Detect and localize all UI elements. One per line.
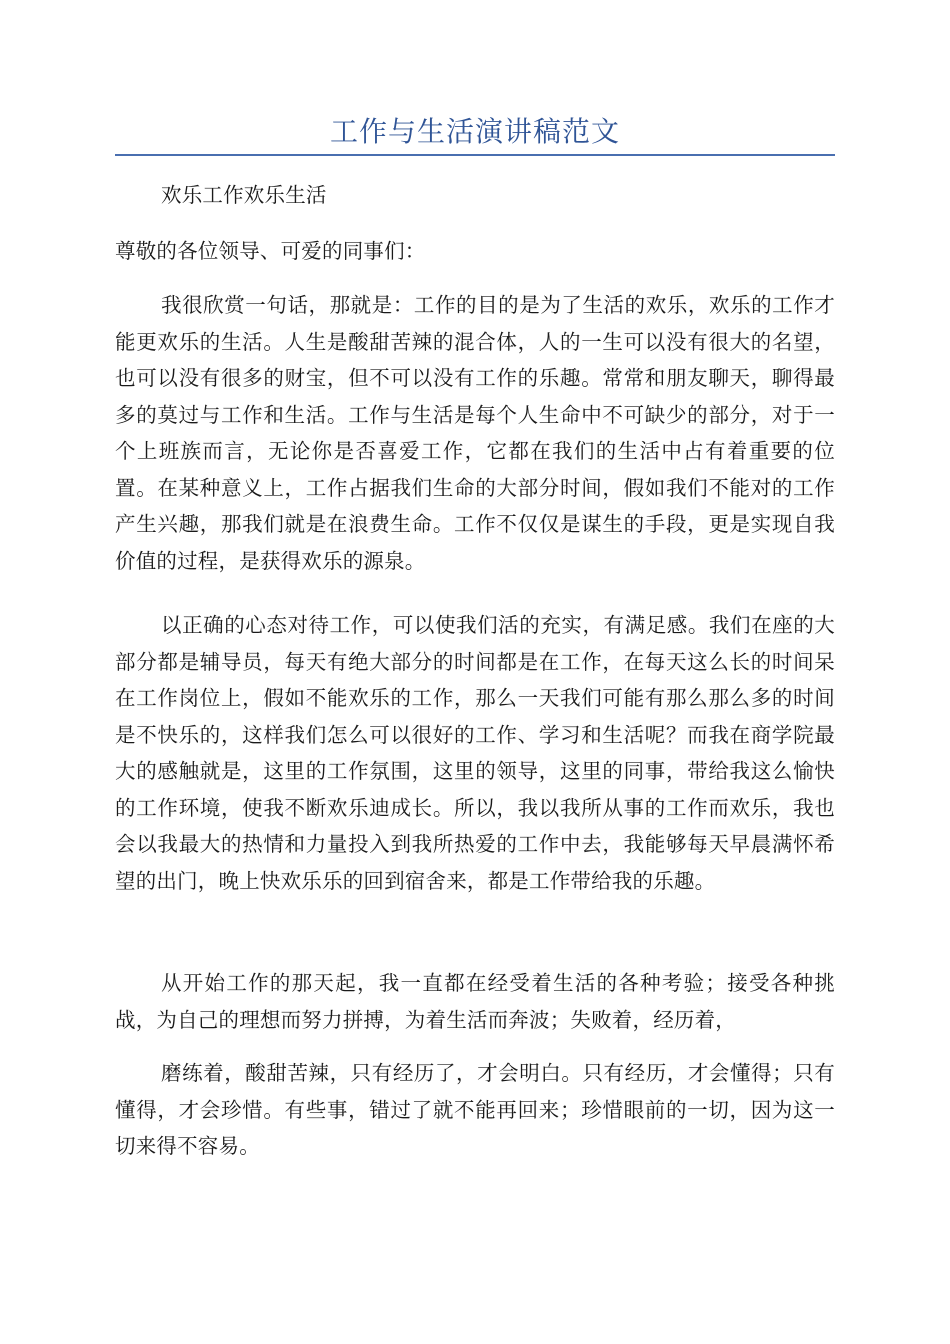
- paragraph-3: 从开始工作的那天起，我一直都在经受着生活的各种考验；接受各种挑战，为自己的理想而努力拼搏，为着生活而奔波；失败着，经历着，: [115, 971, 835, 1032]
- speech-subtitle: 欢乐工作欢乐生活: [161, 183, 327, 207]
- paragraph-1: 我很欣赏一句话，那就是：工作的目的是为了生活的欢乐，欢乐的工作才能更欢乐的生活。人生是酸甜苦辣的混合体，人的一生可以没有很大的名望，也可以没有很多的财宝，但不可以没有工作的乐趣。常常和朋友聊天，聊得最多的莫过与工作和生活。工作与生活是每个人生命中不可缺少的部分，对于一个上班族而言，无论你是否喜爱工作，它都在我们的生活中占有着重要的位置。在某种意义上，工作占据我们生命的大部分时间，假如我们不能对的工作产生兴趣，那我们就是在浪费生命。工作不仅仅是谋生的手段，更是实现自我价值的过程，是获得欢乐的源泉。: [115, 293, 835, 573]
- paragraph-2: 以正确的心态对待工作，可以使我们活的充实，有满足感。我们在座的大部分都是辅导员，每天有绝大部分的时间都是在工作，在每天这么长的时间呆在工作岗位上，假如不能欢乐的工作，那么一天我们可能有那么那么多的时间是不快乐的，这样我们怎么可以很好的工作、学习和生活呢？而我在商学院最大的感触就是，这里的工作氛围，这里的领导，这里的同事，带给我这么愉快的工作环境，使我不断欢乐迪成长。所以，我以我所从事的工作而欢乐，我也会以我最大的热情和力量投入到我所热爱的工作中去，我能够每天早晨满怀希望的出门，晚上快欢乐乐的回到宿舍来，都是工作带给我的乐趣。: [115, 613, 835, 893]
- title-underline: [115, 154, 835, 156]
- document-title: 工作与生活演讲稿范文: [329, 115, 620, 148]
- salutation: 尊敬的各位领导、可爱的同事们：: [115, 239, 426, 263]
- paragraph-4: 磨练着，酸甜苦辣，只有经历了，才会明白。只有经历，才会懂得；只有懂得，才会珍惜。有些事，错过了就不能再回来；珍惜眼前的一切，因为这一切来得不容易。: [115, 1061, 835, 1158]
